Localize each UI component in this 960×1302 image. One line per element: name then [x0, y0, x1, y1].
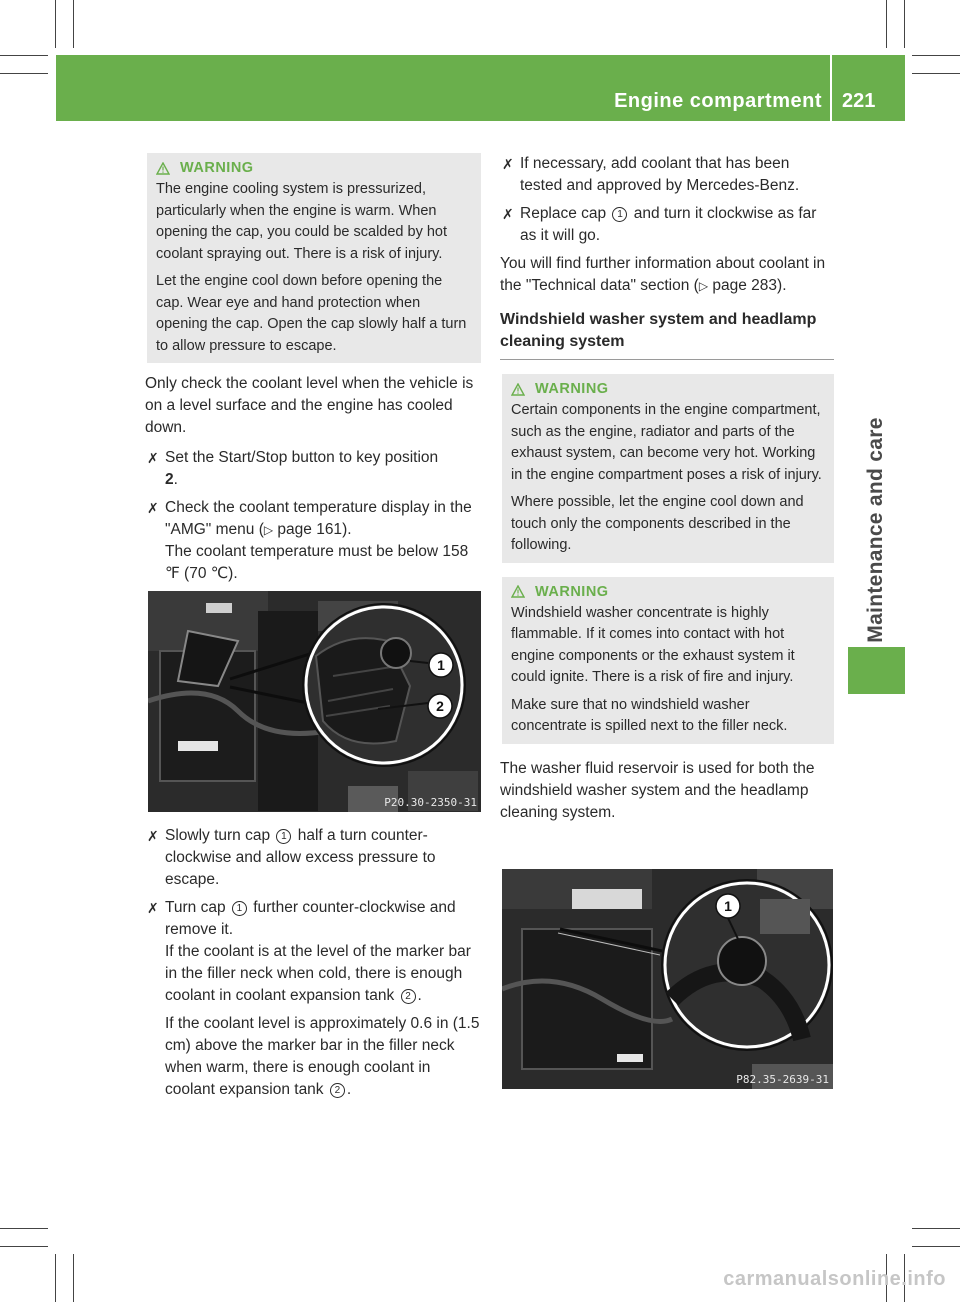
engine-photo-coolant: [148, 591, 481, 812]
step-marker-icon: ✗: [502, 206, 514, 222]
paragraph-text: ).: [777, 277, 787, 294]
warning-box: [502, 577, 834, 744]
step-text: ).: [342, 521, 352, 538]
step-text: half a turn counter-clockwise and allow excess pressure to escape.: [165, 827, 436, 888]
warning-box: [147, 153, 481, 363]
crop-mark: [904, 0, 905, 48]
paragraph: The washer fluid reservoir is used for both the windshield washer system and the headlamp cleaning system.: [500, 759, 815, 821]
page-ref-icon: ▷: [263, 523, 274, 537]
crop-mark: [55, 0, 56, 48]
left-column-continued: [147, 825, 481, 1107]
right-column: [502, 153, 834, 832]
callout-2: 2: [436, 698, 444, 714]
crop-mark: [912, 55, 960, 56]
section-tab: [848, 647, 905, 694]
warning-triangle-icon: [156, 162, 170, 175]
paragraph: Only check the coolant level when the vehicle is on a level surface and the engine has cooled down.: [145, 375, 474, 436]
step: ✗ Turn cap 1 further counter-clockwise and remove it. If the coolant is at the level of the marker bar in the filler neck when cold, there is enough coolant in coolant expansion tank 2 . If the coolant level is approximately 0.6 in (1.5 cm) above the marker bar in the filler neck when warm, there is enough coolant in coolant expansion tank 2 .: [147, 899, 480, 1098]
step-text: Set the Start/Stop button to key position: [165, 449, 439, 466]
engine-compartment-illustration: [148, 591, 481, 812]
step: ✗ Set the Start/Stop button to key position 2.: [147, 449, 439, 488]
page-ref-link[interactable]: page 283: [712, 277, 778, 294]
left-column: [147, 153, 481, 591]
warning-heading: [511, 581, 825, 603]
warning-heading: [156, 157, 472, 179]
step-text: The coolant temperature must be below 158 ℉ (70 ℃).: [165, 543, 469, 582]
warning-box: [502, 374, 834, 563]
crop-mark: [0, 73, 48, 74]
step-text: Replace cap: [520, 205, 607, 222]
step-text: Turn cap: [165, 899, 226, 916]
step: [147, 497, 481, 585]
crop-mark: [55, 1254, 56, 1302]
warning-text: Make sure that no windshield washer concentrate is spilled next to the filler neck.: [511, 696, 788, 734]
crop-mark: [912, 1246, 960, 1247]
crop-mark: [73, 1254, 74, 1302]
header-divider: [830, 55, 832, 121]
crop-mark: [0, 1246, 48, 1247]
step-text: If the coolant level is approximately 0.6 in (1.5 cm) above the marker bar in the filler neck when warm, there is enough coolant in coolant expansion tank: [165, 1015, 480, 1098]
section-label: Maintenance and care: [864, 417, 887, 643]
crop-mark: [73, 0, 74, 48]
step-marker-icon: ✗: [147, 828, 159, 844]
figure-code: P82.35-2639-31: [736, 1073, 829, 1086]
warning-triangle-icon: [511, 383, 525, 396]
warning-label: WARNING: [180, 160, 254, 176]
warning-text: Certain components in the engine compartment, such as the engine, radiator and parts of the exhaust system, can become very hot. Working in the engine compartment poses a risk of injury.: [511, 402, 822, 483]
warning-text: Windshield washer concentrate is highly flammable. If it comes into contact with hot engine components or the exhaust system it could ignite. There is a risk of fire and injury.: [511, 604, 795, 685]
paragraph-text: You will find further information about coolant in the "Technical data" section (: [500, 255, 826, 294]
step-text: If the coolant is at the level of the marker bar in the filler neck when cold, there is enough coolant in coolant expansion tank: [165, 943, 471, 1004]
warning-triangle-icon: [511, 585, 525, 598]
step-marker-icon: ✗: [502, 156, 514, 172]
callout-1: 1: [724, 898, 732, 914]
page-ref-icon: ▷: [698, 279, 709, 293]
page-title: Engine compartment: [614, 90, 822, 112]
warning-text: The engine cooling system is pressurized, particularly when the engine is warm. When opening the cap, you could be scalded by hot coolant spraying out. There is a risk of injury.: [156, 181, 448, 262]
paragraph: [500, 253, 834, 297]
washer-reservoir-illustration: [502, 869, 833, 1089]
callout-ref: 1: [232, 901, 247, 916]
step-text: If necessary, add coolant that has been tested and approved by Mercedes-Benz.: [520, 155, 800, 194]
warning-label: WARNING: [535, 381, 609, 397]
step-marker-icon: ✗: [147, 450, 159, 466]
callout-ref: 1: [612, 207, 627, 222]
watermark: carmanualsonline.info: [723, 1268, 946, 1290]
figure-code: P20.30-2350-31: [384, 796, 477, 809]
callout-ref: 1: [276, 829, 291, 844]
crop-mark: [886, 0, 887, 48]
section-heading: Windshield washer system and headlamp cleaning system: [500, 309, 834, 360]
crop-mark: [0, 1228, 48, 1229]
warning-heading: [511, 378, 825, 400]
crop-mark: [912, 1228, 960, 1229]
step: [147, 825, 481, 891]
step-text: Slowly turn cap: [165, 827, 271, 844]
step-text: further counter-clockwise and remove it.: [165, 899, 456, 938]
key-position: 2: [165, 471, 174, 488]
callout-ref: 2: [401, 989, 416, 1004]
warning-label: WARNING: [535, 583, 609, 600]
step-marker-icon: ✗: [147, 900, 159, 916]
crop-mark: [0, 55, 48, 56]
engine-photo-washer: [502, 869, 833, 1089]
crop-mark: [912, 73, 960, 74]
warning-text: Let the engine cool down before opening the cap. Wear eye and hand protection when opening the cap. Open the cap slowly half a turn to allow pressure to escape.: [156, 273, 467, 354]
step-text: Check the coolant temperature display in the "AMG" menu (: [165, 499, 472, 538]
callout-ref: 2: [330, 1083, 345, 1098]
callout-1: 1: [437, 657, 445, 673]
page-number: 221: [842, 90, 876, 112]
page-ref-link[interactable]: page 161: [277, 521, 343, 538]
step: [502, 153, 834, 197]
step: [502, 203, 834, 247]
step-marker-icon: ✗: [147, 500, 159, 516]
step-text: and turn it clockwise as far as it will go.: [520, 205, 817, 244]
warning-text: Where possible, let the engine cool down and touch only the components described in the following.: [511, 494, 804, 553]
